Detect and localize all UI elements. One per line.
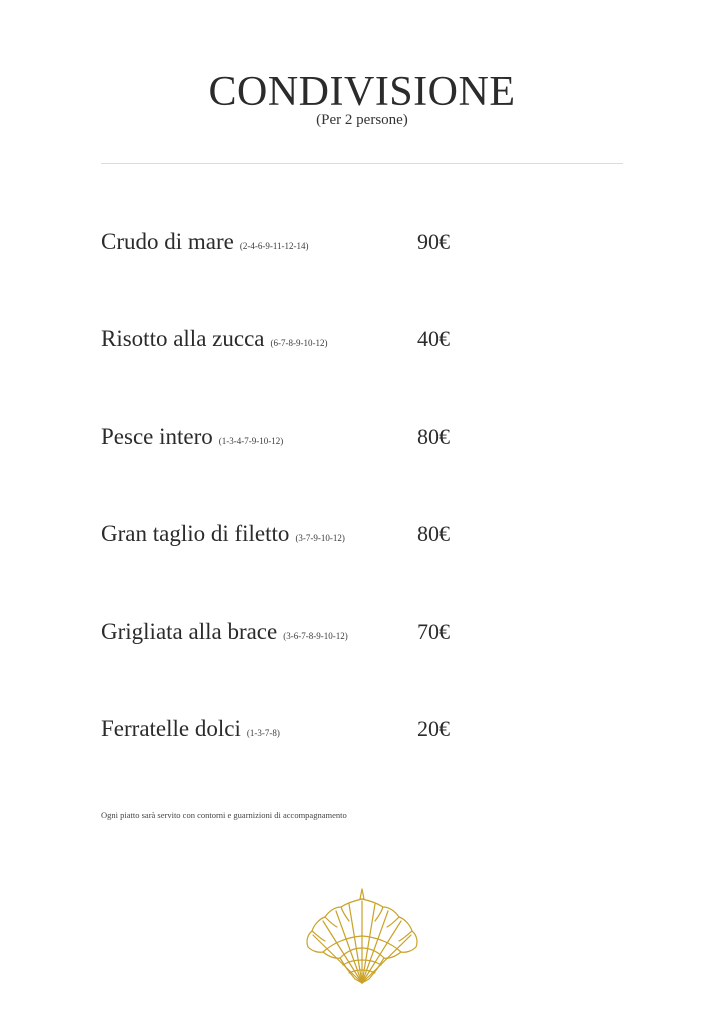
- menu-item-allergens: (6-7-8-9-10-12): [270, 338, 328, 349]
- menu-item: [101, 319, 501, 416]
- menu-item: [101, 514, 501, 611]
- page-subtitle: (Per 2 persone): [316, 112, 408, 128]
- menu-item-name: Pesce intero: [101, 423, 213, 449]
- menu-item-price: 40€: [417, 326, 450, 352]
- menu-list: [101, 222, 501, 806]
- scallop-shell-icon: [303, 885, 421, 985]
- footer-note: Ogni piatto sarà servito con contorni e guarnizioni di accompagnamento: [101, 810, 347, 820]
- menu-item: [101, 222, 501, 319]
- menu-item-price: 20€: [417, 715, 450, 741]
- menu-item-name: Ferratelle dolci: [101, 715, 241, 741]
- menu-item-name: Grigliata alla brace: [101, 618, 278, 644]
- menu-item-allergens: (1-3-4-7-9-10-12): [218, 435, 284, 446]
- page-header: [0, 68, 724, 128]
- header-divider: [101, 163, 623, 164]
- menu-item-allergens: (2-4-6-9-11-12-14): [239, 241, 309, 251]
- menu-item-allergens: (1-3-7-8): [246, 727, 280, 738]
- menu-item-allergens: (3-7-9-10-12): [295, 533, 345, 544]
- menu-item-name: Crudo di mare: [101, 229, 234, 254]
- menu-item-price: 90€: [417, 229, 450, 254]
- page-title: CONDIVISIONE: [208, 69, 516, 115]
- menu-item: [101, 612, 501, 709]
- menu-item-allergens: (3-6-7-8-9-10-12): [283, 630, 348, 641]
- menu-item: [101, 709, 501, 806]
- menu-item-name: Risotto alla zucca: [101, 326, 265, 352]
- menu-item-price: 80€: [417, 423, 450, 449]
- menu-item-name: Gran taglio di filetto: [101, 521, 290, 547]
- menu-item-price: 70€: [417, 618, 450, 644]
- menu-item: [101, 417, 501, 514]
- menu-item-price: 80€: [417, 521, 450, 547]
